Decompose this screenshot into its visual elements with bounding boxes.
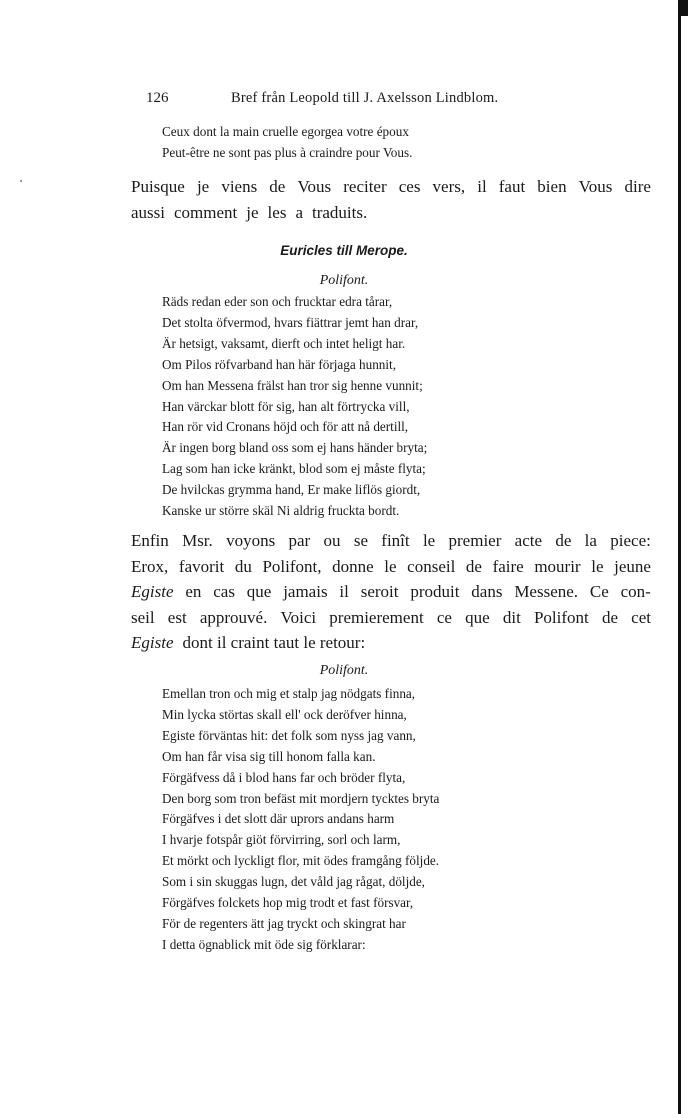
word: bien	[537, 177, 567, 196]
verse-line: Är ingen borg bland oss som ej hans händer bryta;	[162, 440, 428, 456]
word: produit	[410, 582, 460, 602]
running-title: Bref från Leopold till J. Axelsson Lindblom.	[231, 90, 499, 106]
word: premierement	[329, 607, 424, 627]
verse-line: De hvilckas grymma hand, Er make liflös giordt,	[162, 482, 421, 498]
word: Vous	[297, 177, 332, 196]
word: finît	[381, 531, 410, 550]
word: que	[465, 607, 490, 627]
word: le	[422, 531, 436, 550]
verse-line: Förgäfvess då i blod hans far och bröder flyta,	[162, 769, 406, 785]
word: il	[339, 582, 349, 602]
verse-line: Han rör vid Cronans höjd och för att nå dertill,	[162, 419, 409, 435]
word: cet	[631, 607, 651, 627]
word: la	[584, 531, 597, 550]
verse-line: Om han får visa sig till honom falla kan.	[162, 748, 376, 764]
word: seil	[131, 607, 155, 627]
word: se	[353, 531, 368, 550]
verse-line: Peut-être ne sont pas plus à craindre pour Vous.	[162, 144, 413, 160]
prose-line	[131, 528, 651, 554]
prose-line	[131, 174, 651, 200]
page-number: 126	[146, 90, 169, 106]
verse-line: Kanske ur större skäl Ni aldrig fruckta bordt.	[162, 503, 400, 519]
italic-name: Egiste	[131, 582, 174, 602]
word: Voici	[280, 607, 317, 627]
word: dans	[471, 582, 503, 602]
word: de	[269, 177, 286, 196]
word: premier	[448, 531, 502, 550]
word: traduits.	[311, 202, 368, 222]
verse-line: Den borg som tron befäst mit mordjern tycktes bryta	[162, 790, 440, 806]
word: viens	[221, 177, 258, 196]
word: Messene.	[514, 582, 579, 602]
word: que	[246, 582, 272, 602]
word: par	[288, 531, 311, 550]
verse-line: Lag som han icke kränkt, blod som ej måste flyta;	[162, 461, 426, 477]
word: je	[196, 177, 210, 196]
prose-line	[131, 630, 651, 656]
word: Polifont	[533, 607, 589, 627]
word: Vous	[578, 177, 613, 196]
prose-line	[131, 200, 651, 226]
prose-paragraph-1	[131, 174, 651, 225]
word: du	[234, 556, 252, 576]
verse-line: Et mörkt och lyckligt flor, mit ödes framgång följde.	[162, 853, 440, 869]
verse-line: I detta ögnablick mit öde sig förklarar:	[162, 936, 366, 952]
word: Puisque	[131, 177, 185, 196]
verse-line: Ceux dont la main cruelle egorgea votre époux	[162, 124, 409, 139]
word: les	[267, 202, 287, 222]
word: Polifont,	[262, 556, 322, 576]
section-heading: Euricles till Merope.	[280, 243, 408, 258]
word: seroit	[360, 582, 399, 602]
word: dit	[502, 607, 521, 627]
italic-name: Egiste	[131, 633, 174, 653]
word: dire	[624, 177, 651, 196]
word: faut	[498, 177, 526, 196]
verse-line: Han värckar blott för sig, han alt förtrycka vill,	[162, 398, 410, 414]
verse-line: Som i sin skuggas lugn, det våld jag rågat, döljde,	[162, 874, 425, 890]
word: jamais	[283, 582, 328, 602]
word: ces	[398, 177, 421, 196]
word: favorit	[178, 556, 225, 576]
word: ce	[436, 607, 452, 627]
word: de	[555, 531, 572, 550]
word: faire	[492, 556, 524, 576]
word: vers,	[432, 177, 466, 196]
word: acte	[514, 531, 543, 550]
word: le	[591, 556, 604, 576]
word: a	[295, 202, 303, 222]
word: Erox,	[131, 556, 169, 576]
speaker-name: Polifont.	[319, 663, 369, 678]
verse-line: Egiste förväntas hit: det folk som nyss jag vann,	[162, 727, 416, 743]
verse-line: Emellan tron och mig et stalp jag nödgats finna,	[162, 686, 416, 701]
prose-paragraph-2	[131, 528, 651, 656]
word: le	[384, 556, 397, 576]
word: con-	[620, 582, 651, 602]
verse-line: Förgäfves folckets hop mig trodt et fast försvar,	[162, 895, 414, 911]
word: ou	[323, 531, 341, 550]
word: cas	[213, 582, 235, 602]
page-edge-mark	[678, 0, 688, 16]
word: de	[465, 556, 482, 576]
verse-line: För de regenters ätt jag tryckt och skingrat har	[162, 915, 406, 931]
word: en	[185, 582, 202, 602]
prose-text: dont il craint taut le retour:	[182, 633, 366, 653]
verse-line: Är hetsigt, vaksamt, dierft och intet heligt har.	[162, 335, 406, 351]
prose-line	[131, 579, 651, 605]
verse-line: I hvarje fotspår giöt förvirring, sorl och larm,	[162, 832, 401, 848]
word: aussi	[131, 202, 165, 222]
verse-block-1	[162, 292, 427, 522]
page-edge	[678, 0, 681, 1114]
word: reciter	[343, 177, 387, 196]
opening-verse	[162, 122, 412, 164]
verse-line: Det stolta öfvermod, hvars fiättrar jemt han drar,	[162, 314, 419, 330]
verse-line: Om Pilos röfvarband han här förjaga hunnit,	[162, 356, 397, 372]
verse-line: Om han Messena frälst han tror sig henne vunnit;	[162, 377, 423, 393]
verse-line: Min lycka störtas skall ell' ock deröfver hinna,	[162, 706, 407, 722]
word: conseil	[407, 556, 456, 576]
word: Ce	[589, 582, 609, 602]
verse-block-2	[162, 684, 439, 956]
word: je	[246, 202, 259, 222]
verse-line: Förgäfves i det slott där uprors andans harm	[162, 811, 395, 827]
word: mourir	[534, 556, 581, 576]
page-header	[0, 90, 688, 114]
word: Msr.	[182, 531, 213, 550]
prose-line	[131, 554, 651, 580]
word: donne	[332, 556, 374, 576]
speaker-name: Polifont.	[319, 273, 369, 288]
verse-line: Räds redan eder son och frucktar edra tårar,	[162, 294, 393, 309]
word: Enfin	[131, 531, 169, 550]
word: voyons	[226, 531, 276, 550]
word: il	[477, 177, 487, 196]
word: approuvé.	[199, 607, 268, 627]
word: de	[601, 607, 618, 627]
word: piece:	[610, 531, 651, 550]
prose-line	[131, 605, 651, 631]
word: comment	[174, 202, 238, 222]
word: jeune	[614, 556, 651, 576]
paper-speck	[20, 180, 22, 182]
word: est	[167, 607, 187, 627]
